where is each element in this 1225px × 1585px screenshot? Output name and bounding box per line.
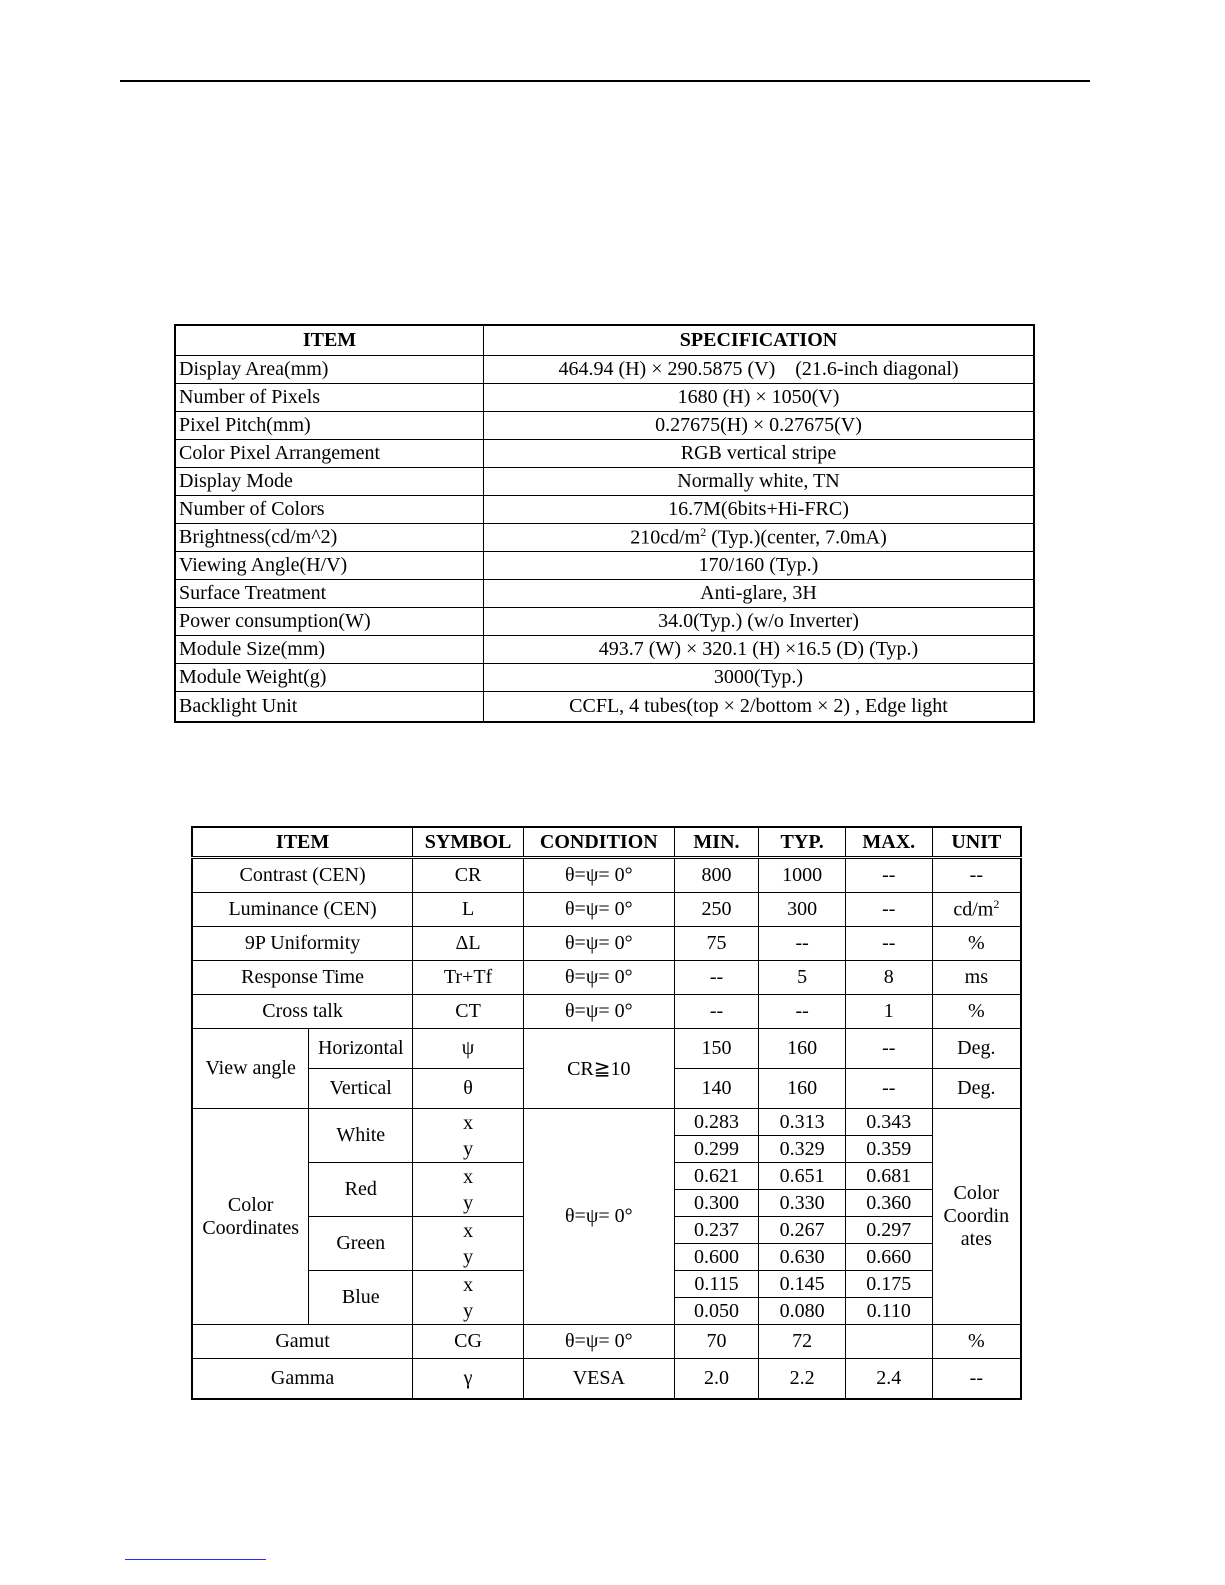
spec-item: Pixel Pitch(mm) — [175, 412, 484, 440]
spec-item: Display Area(mm) — [175, 356, 484, 384]
opt-header-condition: CONDITION — [523, 827, 674, 858]
table-row — [192, 1359, 1021, 1400]
row-min: 0.115 — [674, 1271, 759, 1298]
view-angle-condition: CR≧10 — [523, 1029, 674, 1109]
row-min: 0.600 — [674, 1244, 759, 1271]
table-row — [192, 1325, 1021, 1359]
unit-line: Coordin — [943, 1205, 1010, 1227]
table-row — [192, 995, 1021, 1029]
superscript: 2 — [993, 897, 1000, 912]
table-row — [192, 961, 1021, 995]
color-name-green: Green — [309, 1217, 413, 1271]
row-min: 0.299 — [674, 1136, 759, 1163]
spec-row — [175, 636, 1034, 664]
row-item: Gamut — [192, 1325, 413, 1359]
row-typ: 160 — [759, 1069, 846, 1109]
row-min: 70 — [674, 1325, 759, 1359]
spec-row — [175, 496, 1034, 524]
spec-item: Color Pixel Arrangement — [175, 440, 484, 468]
spec-row — [175, 552, 1034, 580]
general-spec-table — [174, 324, 1035, 723]
row-typ: 2.2 — [759, 1359, 846, 1400]
row-symbol: ΔL — [413, 927, 524, 961]
spec-header-row — [175, 325, 1034, 356]
spec-item: Module Size(mm) — [175, 636, 484, 664]
row-unit: % — [932, 927, 1021, 961]
row-unit: -- — [932, 858, 1021, 893]
row-typ: 1000 — [759, 858, 846, 893]
row-symbol: CG — [413, 1325, 524, 1359]
table-row — [192, 927, 1021, 961]
row-max: -- — [845, 858, 932, 893]
row-condition: VESA — [523, 1359, 674, 1400]
row-min: -- — [674, 961, 759, 995]
y-symbol: y — [463, 1245, 474, 1268]
superscript: 2 — [700, 525, 707, 540]
spec-header-item: ITEM — [175, 325, 484, 356]
unit-text: cd/m — [953, 898, 994, 921]
spec-header-specification: SPECIFICATION — [484, 325, 1035, 356]
row-min: 250 — [674, 893, 759, 927]
table-row — [192, 1029, 1021, 1069]
view-angle-vertical: Vertical — [309, 1069, 413, 1109]
table-row — [192, 893, 1021, 927]
row-min: 0.050 — [674, 1298, 759, 1325]
row-condition: θ=ψ= 0° — [523, 927, 674, 961]
x-symbol: x — [463, 1273, 474, 1296]
spec-value: Anti-glare, 3H — [484, 580, 1035, 608]
color-coords-condition: θ=ψ= 0° — [523, 1109, 674, 1325]
spec-row — [175, 440, 1034, 468]
row-symbol: γ — [413, 1359, 524, 1400]
row-typ: 300 — [759, 893, 846, 927]
row-typ: 0.313 — [759, 1109, 846, 1136]
row-typ: 0.330 — [759, 1190, 846, 1217]
row-item: Gamma — [192, 1359, 413, 1400]
row-condition: θ=ψ= 0° — [523, 858, 674, 893]
row-max: 1 — [845, 995, 932, 1029]
view-angle-horizontal: Horizontal — [309, 1029, 413, 1069]
row-typ: 0.080 — [759, 1298, 846, 1325]
spec-value: 3000(Typ.) — [484, 664, 1035, 692]
row-min: 75 — [674, 927, 759, 961]
spec-row — [175, 608, 1034, 636]
spec-row — [175, 412, 1034, 440]
row-item: Contrast (CEN) — [192, 858, 413, 893]
spec-value: 170/160 (Typ.) — [484, 552, 1035, 580]
row-symbol: θ — [413, 1069, 524, 1109]
spec-item: Brightness(cd/m^2) — [175, 524, 484, 552]
opt-header-symbol: SYMBOL — [413, 827, 524, 858]
xy-symbols — [413, 1271, 524, 1325]
spec-value — [484, 524, 1035, 552]
row-max: 8 — [845, 961, 932, 995]
spec-item: Viewing Angle(H/V) — [175, 552, 484, 580]
opt-header-unit: UNIT — [932, 827, 1021, 858]
color-coords-unit — [932, 1109, 1021, 1325]
spec-value: 1680 (H) × 1050(V) — [484, 384, 1035, 412]
spec-value: 34.0(Typ.) (w/o Inverter) — [484, 608, 1035, 636]
row-condition: θ=ψ= 0° — [523, 893, 674, 927]
row-min: 0.283 — [674, 1109, 759, 1136]
row-min: 800 — [674, 858, 759, 893]
row-unit: ms — [932, 961, 1021, 995]
opt-header-max: MAX. — [845, 827, 932, 858]
row-symbol: CT — [413, 995, 524, 1029]
view-angle-label: View angle — [192, 1029, 309, 1109]
unit-line: ates — [960, 1228, 992, 1250]
row-symbol: ψ — [413, 1029, 524, 1069]
row-typ: 0.329 — [759, 1136, 846, 1163]
spec-value: CCFL, 4 tubes(top × 2/bottom × 2) , Edge light — [484, 692, 1035, 723]
opt-header-min: MIN. — [674, 827, 759, 858]
table-row — [192, 1109, 1021, 1136]
spec-value: 464.94 (H) × 290.5875 (V) (21.6-inch diagonal) — [484, 356, 1035, 384]
row-symbol: L — [413, 893, 524, 927]
spec-row — [175, 664, 1034, 692]
row-max — [845, 1325, 932, 1359]
optical-spec-table — [191, 826, 1022, 1400]
color-name-blue: Blue — [309, 1271, 413, 1325]
row-min: 150 — [674, 1029, 759, 1069]
spec-value: Normally white, TN — [484, 468, 1035, 496]
y-symbol: y — [463, 1299, 474, 1322]
brightness-condition: (Typ.)(center, 7.0mA) — [706, 526, 887, 549]
label-line: Color — [227, 1193, 274, 1216]
optical-header-row — [192, 827, 1021, 858]
footer-link-underline — [125, 1559, 266, 1560]
y-symbol: y — [463, 1137, 474, 1160]
xy-symbols — [413, 1163, 524, 1217]
row-max: -- — [845, 1029, 932, 1069]
row-unit: -- — [932, 1359, 1021, 1400]
row-max: -- — [845, 927, 932, 961]
row-min: 0.300 — [674, 1190, 759, 1217]
row-max: 0.660 — [845, 1244, 932, 1271]
x-symbol: x — [463, 1165, 474, 1188]
row-item: Response Time — [192, 961, 413, 995]
row-max: -- — [845, 1069, 932, 1109]
spec-row — [175, 580, 1034, 608]
spec-item: Module Weight(g) — [175, 664, 484, 692]
row-max: -- — [845, 893, 932, 927]
row-unit: Deg. — [932, 1069, 1021, 1109]
row-min: 2.0 — [674, 1359, 759, 1400]
spec-value: 493.7 (W) × 320.1 (H) ×16.5 (D) (Typ.) — [484, 636, 1035, 664]
spec-row — [175, 384, 1034, 412]
row-symbol: CR — [413, 858, 524, 893]
row-min: -- — [674, 995, 759, 1029]
row-max: 0.110 — [845, 1298, 932, 1325]
spec-item: Surface Treatment — [175, 580, 484, 608]
row-item: 9P Uniformity — [192, 927, 413, 961]
row-typ: 0.145 — [759, 1271, 846, 1298]
xy-symbols — [413, 1217, 524, 1271]
row-max: 0.297 — [845, 1217, 932, 1244]
spec-item: Display Mode — [175, 468, 484, 496]
unit-line: Color — [953, 1182, 1000, 1204]
y-symbol: y — [463, 1191, 474, 1214]
row-min: 140 — [674, 1069, 759, 1109]
color-coords-label — [192, 1109, 309, 1325]
row-typ: -- — [759, 927, 846, 961]
opt-header-typ: TYP. — [759, 827, 846, 858]
color-name-white: White — [309, 1109, 413, 1163]
row-max: 0.343 — [845, 1109, 932, 1136]
row-min: 0.621 — [674, 1163, 759, 1190]
row-unit — [932, 893, 1021, 927]
spec-row — [175, 524, 1034, 552]
row-max: 0.359 — [845, 1136, 932, 1163]
row-condition: θ=ψ= 0° — [523, 961, 674, 995]
row-typ: 0.651 — [759, 1163, 846, 1190]
row-typ: 160 — [759, 1029, 846, 1069]
row-typ: -- — [759, 995, 846, 1029]
label-line: Coordinates — [202, 1216, 299, 1239]
row-max: 0.175 — [845, 1271, 932, 1298]
spec-value: 16.7M(6bits+Hi-FRC) — [484, 496, 1035, 524]
row-symbol: Tr+Tf — [413, 961, 524, 995]
row-condition: θ=ψ= 0° — [523, 995, 674, 1029]
row-unit: Deg. — [932, 1029, 1021, 1069]
row-typ: 72 — [759, 1325, 846, 1359]
row-min: 0.237 — [674, 1217, 759, 1244]
color-name-red: Red — [309, 1163, 413, 1217]
spec-row — [175, 468, 1034, 496]
spec-value: RGB vertical stripe — [484, 440, 1035, 468]
row-max: 0.681 — [845, 1163, 932, 1190]
row-unit: % — [932, 995, 1021, 1029]
spec-item: Backlight Unit — [175, 692, 484, 723]
row-max: 2.4 — [845, 1359, 932, 1400]
opt-header-item: ITEM — [192, 827, 413, 858]
row-item: Cross talk — [192, 995, 413, 1029]
header-rule — [120, 80, 1090, 82]
spec-value: 0.27675(H) × 0.27675(V) — [484, 412, 1035, 440]
x-symbol: x — [463, 1219, 474, 1242]
brightness-value: 210cd/m — [630, 526, 701, 549]
row-item: Luminance (CEN) — [192, 893, 413, 927]
spec-item: Number of Colors — [175, 496, 484, 524]
row-typ: 5 — [759, 961, 846, 995]
spec-row — [175, 692, 1034, 723]
row-typ: 0.267 — [759, 1217, 846, 1244]
x-symbol: x — [463, 1111, 474, 1134]
row-max: 0.360 — [845, 1190, 932, 1217]
row-typ: 0.630 — [759, 1244, 846, 1271]
spec-item: Number of Pixels — [175, 384, 484, 412]
row-condition: θ=ψ= 0° — [523, 1325, 674, 1359]
row-unit: % — [932, 1325, 1021, 1359]
spec-row — [175, 356, 1034, 384]
table-row — [192, 858, 1021, 893]
spec-item: Power consumption(W) — [175, 608, 484, 636]
xy-symbols — [413, 1109, 524, 1163]
